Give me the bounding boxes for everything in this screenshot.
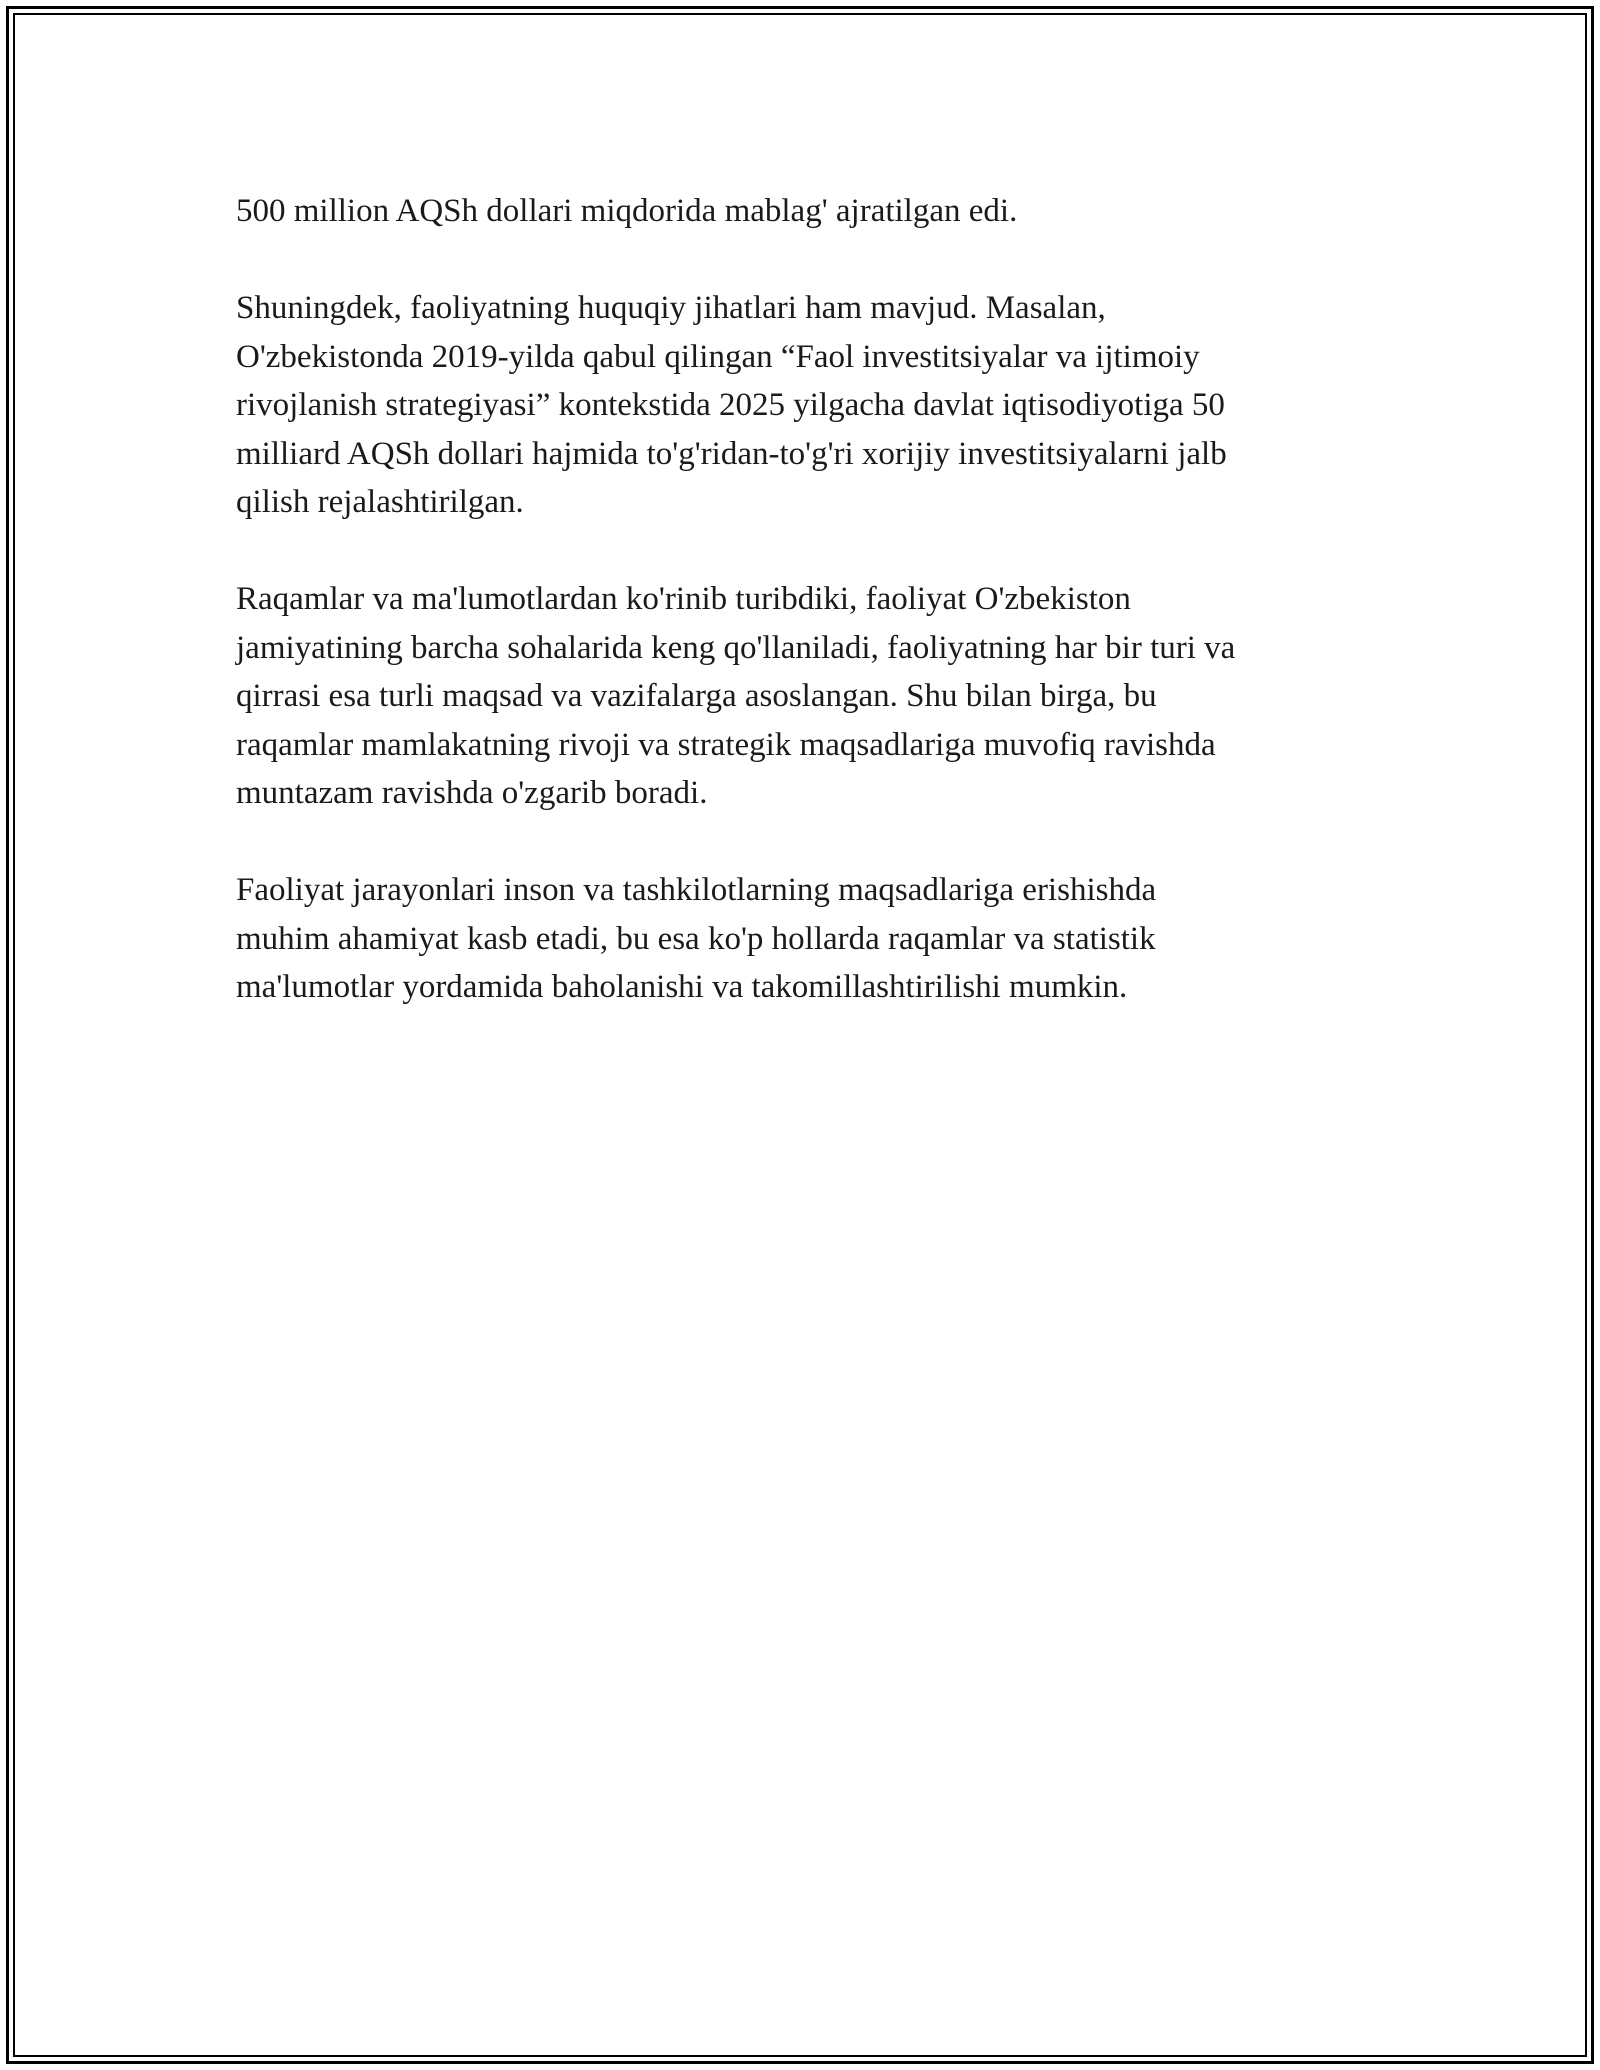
text-line: jamiyatining barcha sohalarida keng qo'llaniladi, faoliyatning har bir turi va bbox=[236, 629, 1236, 666]
text-line: ma'lumotlar yordamida baholanishi va takomillashtirilishi mumkin. bbox=[236, 969, 1128, 1005]
text-line: muntazam ravishda o'zgarib boradi. bbox=[236, 775, 708, 811]
text-line: O'zbekistonda 2019-yilda qabul qilingan “Faol investitsiyalar va ijtimoiy bbox=[236, 338, 1200, 375]
text-line: 500 million AQSh dollari miqdorida mablag' ajratilgan edi. bbox=[236, 193, 1018, 229]
text-line: qirrasi esa turli maqsad va vazifalarga asoslangan. Shu bilan birga, bu bbox=[236, 678, 1157, 714]
text-line: Faoliyat jarayonlari inson va tashkilotlarning maqsadlariga erishishda bbox=[236, 872, 1157, 908]
paragraph-1 bbox=[236, 187, 1366, 236]
text-line: milliard AQSh dollari hajmida to'g'ridan-to'g'ri xorijiy investitsiyalarni jalb bbox=[236, 435, 1227, 472]
text-line: Shuningdek, faoliyatning huquqiy jihatlari ham mavjud. Masalan, bbox=[236, 290, 1106, 326]
document-body bbox=[236, 187, 1366, 1060]
paragraph-3 bbox=[236, 575, 1366, 818]
text-line: raqamlar mamlakatning rivoji va strategik maqsadlariga muvofiq ravishda bbox=[236, 726, 1216, 763]
text-line: qilish rejalashtirilgan. bbox=[236, 484, 524, 520]
paragraph-2 bbox=[236, 284, 1366, 527]
text-line: muhim ahamiyat kasb etadi, bu esa ko'p hollarda raqamlar va statistik bbox=[236, 920, 1156, 957]
text-line: rivojlanish strategiyasi” kontekstida 2025 yilgacha davlat iqtisodiyotiga 50 bbox=[236, 387, 1225, 423]
text-line: Raqamlar va ma'lumotlardan ko'rinib turibdiki, faoliyat O'zbekiston bbox=[236, 581, 1131, 617]
paragraph-4 bbox=[236, 866, 1366, 1012]
